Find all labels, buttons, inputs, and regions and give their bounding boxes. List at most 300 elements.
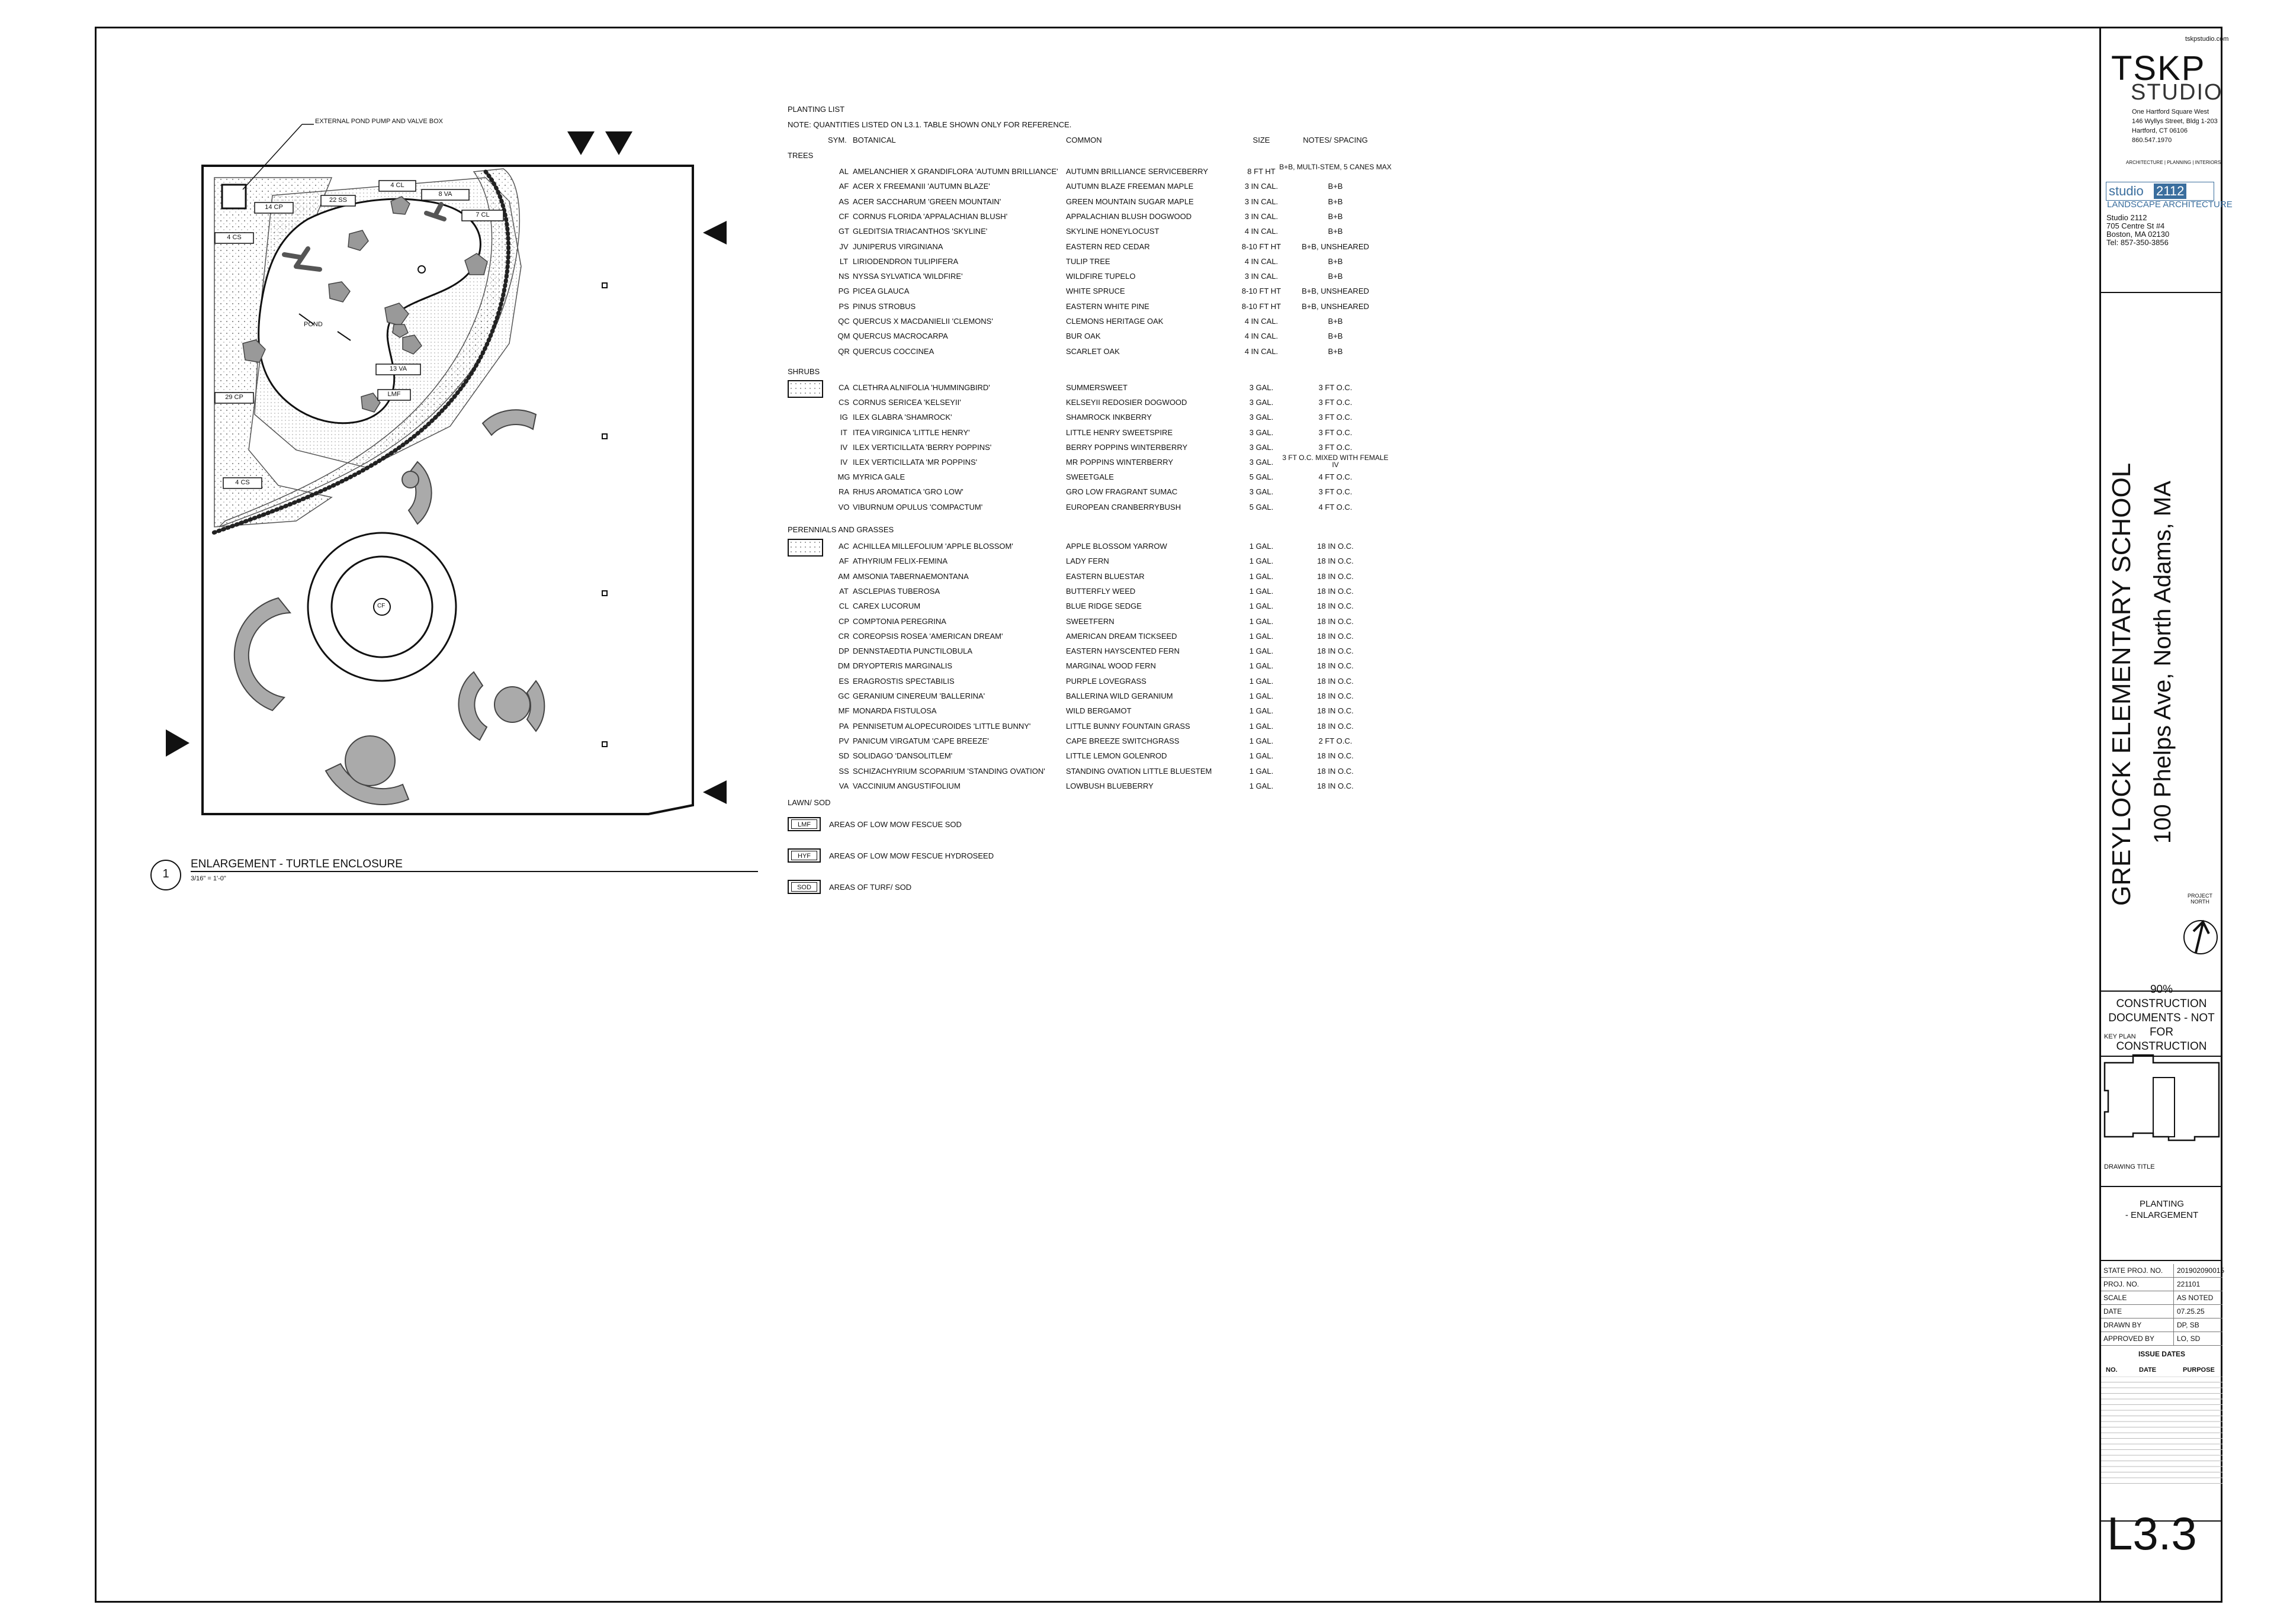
planting-row xyxy=(788,163,1392,179)
symbol: GT xyxy=(838,227,850,236)
planting-row xyxy=(788,257,1380,269)
common-name: SCARLET OAK xyxy=(1066,346,1120,356)
common-name: EUROPEAN CRANBERRYBUSH xyxy=(1066,502,1181,512)
info-row xyxy=(2101,1278,2222,1291)
planting-row xyxy=(788,751,1380,763)
size: 1 GAL. xyxy=(1249,706,1274,716)
firm-address-1: One Hartford Square West xyxy=(2132,108,2209,115)
planting-row xyxy=(788,647,1380,658)
symbol: AL xyxy=(839,167,849,176)
size: 4 IN CAL. xyxy=(1244,317,1279,326)
notes-spacing: 2 FT O.C. xyxy=(1318,736,1353,745)
info-key: STATE PROJ. NO. xyxy=(2103,1266,2163,1275)
notes-spacing: B+B, UNSHEARED xyxy=(1302,287,1369,296)
pump-callout: EXTERNAL POND PUMP AND VALVE BOX xyxy=(315,118,443,125)
common-name: LITTLE LEMON GOLENROD xyxy=(1066,751,1167,761)
botanical-name: PANICUM VIRGATUM 'CAPE BREEZE' xyxy=(853,736,989,745)
notes-spacing: 18 IN O.C. xyxy=(1317,616,1354,626)
symbol: DP xyxy=(838,647,850,656)
planting-row xyxy=(788,272,1380,284)
key-plan-label: KEY PLAN xyxy=(2104,1033,2136,1040)
notes-spacing: B+B xyxy=(1328,346,1343,356)
size: 5 GAL. xyxy=(1249,502,1274,512)
botanical-name: GLEDITSIA TRIACANTHOS 'SKYLINE' xyxy=(853,227,988,236)
notes-spacing: 4 FT O.C. xyxy=(1318,502,1353,512)
symbol: RA xyxy=(838,487,850,497)
notes-spacing: 18 IN O.C. xyxy=(1317,571,1354,581)
botanical-name: CAREX LUCORUM xyxy=(853,602,921,611)
la-logo-sub: LANDSCAPE ARCHITECTURE xyxy=(2107,200,2233,210)
common-name: BERRY POPPINS WINTERBERRY xyxy=(1066,442,1188,452)
size: 5 GAL. xyxy=(1249,472,1274,482)
botanical-name: AMELANCHIER X GRANDIFLORA 'AUTUMN BRILLIANCE' xyxy=(853,167,1058,176)
symbol: AT xyxy=(839,586,849,596)
size: 3 GAL. xyxy=(1249,383,1274,392)
botanical-name: SCHIZACHYRIUM SCOPARIUM 'STANDING OVATION' xyxy=(853,766,1045,776)
common-name: BUTTERFLY WEED xyxy=(1066,586,1136,596)
botanical-name: GERANIUM CINEREUM 'BALLERINA' xyxy=(853,692,985,700)
planting-row xyxy=(788,383,1380,395)
size: 3 IN CAL. xyxy=(1244,182,1279,191)
planting-row xyxy=(788,557,1380,568)
planting-row xyxy=(788,212,1380,224)
planting-row xyxy=(788,287,1380,298)
size: 1 GAL. xyxy=(1249,766,1274,776)
drawing-title-section xyxy=(2101,1187,2222,1261)
info-key: DRAWN BY xyxy=(2103,1321,2142,1329)
botanical-name: ACER X FREEMANII 'AUTUMN BLAZE' xyxy=(853,182,990,191)
common-name: WILDFIRE TUPELO xyxy=(1066,272,1136,281)
key-plan xyxy=(2103,1054,2222,1146)
symbol: MG xyxy=(837,472,850,482)
symbol: CA xyxy=(838,383,850,392)
common-name: MR POPPINS WINTERBERRY xyxy=(1066,458,1174,467)
size: 1 GAL. xyxy=(1249,736,1274,745)
size: 8-10 FT HT xyxy=(1241,301,1281,311)
symbol: IT xyxy=(840,427,847,437)
planting-row xyxy=(788,428,1380,440)
detail-scale: 3/16" = 1'-0" xyxy=(191,875,226,882)
size: 3 IN CAL. xyxy=(1244,272,1279,281)
info-key: SCALE xyxy=(2103,1294,2127,1302)
common-name: BUR OAK xyxy=(1066,332,1101,341)
notes-spacing: B+B xyxy=(1328,197,1343,206)
botanical-name: PICEA GLAUCA xyxy=(853,287,910,296)
planting-row xyxy=(788,706,1380,718)
symbol: LT xyxy=(839,256,849,266)
planting-row xyxy=(788,587,1380,599)
botanical-name: ILEX VERTICILLATA 'MR POPPINS' xyxy=(853,458,978,467)
notes-spacing: 18 IN O.C. xyxy=(1317,721,1354,731)
firm-logo-studio: STUDIO xyxy=(2131,80,2223,105)
info-value: LO, SD xyxy=(2177,1334,2201,1343)
planting-row xyxy=(788,722,1380,734)
symbol: VO xyxy=(838,502,850,512)
notes-spacing: 18 IN O.C. xyxy=(1317,631,1354,641)
perennials-heading: PERENNIALS AND GRASSES xyxy=(788,525,894,534)
planting-row xyxy=(788,542,1380,554)
botanical-name: QUERCUS X MACDANIELII 'CLEMONS' xyxy=(853,317,993,326)
turtle-enclosure-plan xyxy=(0,0,788,947)
symbol: CR xyxy=(838,631,850,641)
common-name: APPLE BLOSSOM YARROW xyxy=(1066,542,1167,551)
plant-tag: 13 VA xyxy=(389,365,407,372)
planting-row xyxy=(788,398,1380,410)
size: 3 GAL. xyxy=(1249,442,1274,452)
notes-spacing: 3 FT O.C. xyxy=(1318,442,1353,452)
planting-row xyxy=(788,661,1380,673)
size: 1 GAL. xyxy=(1249,631,1274,641)
north-arrow-icon xyxy=(2183,915,2218,956)
notes-spacing: 18 IN O.C. xyxy=(1317,766,1354,776)
botanical-name: CORNUS SERICEA 'KELSEYII' xyxy=(853,398,961,407)
planting-row xyxy=(788,677,1380,689)
la-phone: Tel: 857-350-3856 xyxy=(2106,238,2169,247)
common-name: PURPLE LOVEGRASS xyxy=(1066,676,1146,686)
north-label: PROJECT NORTH xyxy=(2187,893,2212,905)
botanical-name: ACER SACCHARUM 'GREEN MOUNTAIN' xyxy=(853,197,1001,206)
notes-spacing: 18 IN O.C. xyxy=(1317,661,1354,671)
symbol: PV xyxy=(839,736,849,745)
planting-row xyxy=(788,487,1380,499)
common-name: SWEETFERN xyxy=(1066,616,1114,626)
botanical-name: SOLIDAGO 'DANSOLITLEM' xyxy=(853,751,953,761)
notes-spacing: 3 FT O.C. xyxy=(1318,398,1353,407)
project-name: GREYLOCK ELEMENTARY SCHOOL xyxy=(2107,462,2136,906)
info-value: AS NOTED xyxy=(2177,1294,2214,1302)
size: 3 IN CAL. xyxy=(1244,197,1279,206)
notes-spacing: 18 IN O.C. xyxy=(1317,647,1354,656)
size: 1 GAL. xyxy=(1249,751,1274,761)
common-name: BALLERINA WILD GERANIUM xyxy=(1066,692,1173,700)
common-name: EASTERN WHITE PINE xyxy=(1066,301,1149,311)
size: 4 IN CAL. xyxy=(1244,346,1279,356)
botanical-name: COMPTONIA PEREGRINA xyxy=(853,616,946,626)
firm-address-3: Hartford, CT 06106 xyxy=(2132,127,2188,134)
symbol: CL xyxy=(839,602,849,611)
planting-row xyxy=(788,317,1380,329)
plant-tag: 14 CP xyxy=(265,204,283,211)
common-name: STANDING OVATION LITTLE BLUESTEM xyxy=(1066,766,1212,776)
notes-spacing: 18 IN O.C. xyxy=(1317,542,1354,551)
la-address-1: 705 Centre St #4 xyxy=(2106,221,2165,230)
symbol: QR xyxy=(838,346,850,356)
notes-spacing: B+B xyxy=(1328,272,1343,281)
common-name: CAPE BREEZE SWITCHGRASS xyxy=(1066,736,1180,745)
common-name: SUMMERSWEET xyxy=(1066,383,1128,392)
firm-logo-tskp: TSKP xyxy=(2111,49,2206,88)
botanical-name: ILEX VERTICILLATA 'BERRY POPPINS' xyxy=(853,442,992,452)
planting-row xyxy=(788,602,1380,613)
common-name: MARGINAL WOOD FERN xyxy=(1066,661,1156,671)
symbol: IG xyxy=(840,413,848,422)
common-name: WILD BERGAMOT xyxy=(1066,706,1132,716)
planting-row xyxy=(788,632,1380,644)
notes-spacing: B+B, UNSHEARED xyxy=(1302,242,1369,251)
info-row xyxy=(2101,1291,2222,1305)
planting-row xyxy=(788,332,1380,343)
issue-dates-heading: ISSUE DATES xyxy=(2138,1350,2186,1358)
botanical-name: AMSONIA TABERNAEMONTANA xyxy=(853,571,969,581)
size: 1 GAL. xyxy=(1249,542,1274,551)
size: 1 GAL. xyxy=(1249,692,1274,700)
symbol: AM xyxy=(838,571,850,581)
common-name: CLEMONS HERITAGE OAK xyxy=(1066,317,1164,326)
plant-tag: 22 SS xyxy=(329,197,347,204)
size: 1 GAL. xyxy=(1249,557,1274,566)
symbol: DM xyxy=(837,661,850,671)
planting-row xyxy=(788,503,1380,514)
construction-status: 90% CONSTRUCTION DOCUMENTS - NOT FOR CONSTRUCTION xyxy=(2108,983,2215,1053)
size: 4 IN CAL. xyxy=(1244,256,1279,266)
notes-spacing: B+B xyxy=(1328,332,1343,341)
notes-spacing: B+B xyxy=(1328,317,1343,326)
symbol: NS xyxy=(838,272,850,281)
botanical-name: VACCINIUM ANGUSTIFOLIUM xyxy=(853,781,961,790)
symbol: CP xyxy=(838,616,850,626)
symbol: AF xyxy=(839,182,849,191)
notes-spacing: B+B xyxy=(1328,182,1343,191)
firm-website: tskpstudio.com xyxy=(2185,36,2229,43)
notes-spacing: 3 FT O.C. xyxy=(1318,413,1353,422)
botanical-name: ERAGROSTIS SPECTABILIS xyxy=(853,676,955,686)
planting-row xyxy=(788,782,1380,793)
notes-spacing: 18 IN O.C. xyxy=(1317,586,1354,596)
common-name: EASTERN BLUESTAR xyxy=(1066,571,1145,581)
symbol: SD xyxy=(838,751,850,761)
issue-dates-grid xyxy=(2101,1377,2222,1489)
lawn-heading: LAWN/ SOD xyxy=(788,798,831,807)
drawing-title-line-1: PLANTING xyxy=(2139,1199,2184,1209)
symbol: CF xyxy=(839,211,849,221)
drawing-title-label: DRAWING TITLE xyxy=(2104,1163,2155,1170)
boulder-discs xyxy=(345,471,530,786)
notes-spacing: 18 IN O.C. xyxy=(1317,557,1354,566)
studio-2112-logo: studio 2112 xyxy=(2106,182,2214,201)
size: 3 GAL. xyxy=(1249,398,1274,407)
common-name: SWEETGALE xyxy=(1066,472,1114,482)
planting-row xyxy=(788,443,1380,455)
common-name: GRO LOW FRAGRANT SUMAC xyxy=(1066,487,1178,497)
symbol: MF xyxy=(838,706,850,716)
botanical-name: CLETHRA ALNIFOLIA 'HUMMINGBIRD' xyxy=(853,383,990,392)
planting-row xyxy=(788,454,1389,469)
pond-label: POND xyxy=(304,321,323,328)
lawn-desc: AREAS OF LOW MOW FESCUE SOD xyxy=(829,820,962,829)
lawn-swatch: HYF xyxy=(788,848,821,863)
symbol: QC xyxy=(838,317,850,326)
fence-posts xyxy=(602,283,607,747)
trees-heading: TREES xyxy=(788,151,814,160)
detail-title: ENLARGEMENT - TURTLE ENCLOSURE xyxy=(191,858,403,870)
size: 1 GAL. xyxy=(1249,676,1274,686)
botanical-name: COREOPSIS ROSEA 'AMERICAN DREAM' xyxy=(853,631,1003,641)
info-key: DATE xyxy=(2103,1307,2122,1316)
size: 3 GAL. xyxy=(1249,487,1274,497)
size: 8 FT HT xyxy=(1247,167,1276,176)
firm-tagline: ARCHITECTURE | PLANNING | INTERIORS xyxy=(2126,160,2221,165)
symbol: QM xyxy=(837,332,850,341)
size: 1 GAL. xyxy=(1249,616,1274,626)
sheet-number: L3.3 xyxy=(2107,1507,2197,1559)
drawing-title-line-2: - ENLARGEMENT xyxy=(2125,1210,2199,1220)
common-name: EASTERN RED CEDAR xyxy=(1066,242,1150,251)
planting-row xyxy=(788,767,1380,779)
notes-spacing: 4 FT O.C. xyxy=(1318,472,1353,482)
botanical-name: QUERCUS COCCINEA xyxy=(853,346,934,356)
symbol: CS xyxy=(838,398,850,407)
botanical-name: DENNSTAEDTIA PUNCTILOBULA xyxy=(853,647,973,656)
botanical-name: MONARDA FISTULOSA xyxy=(853,706,937,716)
botanical-name: ILEX GLABRA 'SHAMROCK' xyxy=(853,413,952,422)
common-name: KELSEYII REDOSIER DOGWOOD xyxy=(1066,398,1187,407)
lawn-desc: AREAS OF LOW MOW FESCUE HYDROSEED xyxy=(829,851,994,860)
common-name: LITTLE BUNNY FOUNTAIN GRASS xyxy=(1066,721,1190,731)
small-rock xyxy=(418,266,425,273)
plant-tag: 29 CP xyxy=(225,394,243,401)
size: 1 GAL. xyxy=(1249,721,1274,731)
info-row xyxy=(2101,1264,2225,1278)
shrubs-heading: SHRUBS xyxy=(788,367,820,376)
la-address-2: Boston, MA 02130 xyxy=(2106,230,2170,239)
info-value: 221101 xyxy=(2177,1280,2201,1288)
size: 1 GAL. xyxy=(1249,586,1274,596)
common-name: SHAMROCK INKBERRY xyxy=(1066,413,1152,422)
common-name: BLUE RIDGE SEDGE xyxy=(1066,602,1142,611)
symbol: IV xyxy=(840,458,848,467)
symbol: SS xyxy=(839,766,849,776)
notes-spacing: 18 IN O.C. xyxy=(1317,676,1354,686)
size: 4 IN CAL. xyxy=(1244,332,1279,341)
detail-number: 1 xyxy=(162,867,169,880)
botanical-name: ACHILLEA MILLEFOLIUM 'APPLE BLOSSOM' xyxy=(853,542,1013,551)
symbol: PA xyxy=(839,721,849,731)
pump-box xyxy=(222,185,246,208)
size: 1 GAL. xyxy=(1249,781,1274,790)
planting-list-header: SYM. BOTANICAL COMMON SIZE NOTES/ SPACING xyxy=(828,136,1368,144)
planting-list-title: PLANTING LIST xyxy=(788,105,845,114)
symbol: PG xyxy=(838,287,850,296)
info-value: DP, SB xyxy=(2177,1321,2199,1329)
planting-row xyxy=(788,347,1380,359)
common-name: LITTLE HENRY SWEETSPIRE xyxy=(1066,427,1173,437)
common-name: LOWBUSH BLUEBERRY xyxy=(1066,781,1154,790)
planting-row xyxy=(788,197,1380,209)
info-key: PROJ. NO. xyxy=(2103,1280,2140,1288)
project-address: 100 Phelps Ave, North Adams, MA xyxy=(2150,481,2176,844)
notes-spacing: 3 FT O.C. xyxy=(1318,427,1353,437)
planting-row xyxy=(788,182,1380,194)
botanical-name: PENNISETUM ALOPECUROIDES 'LITTLE BUNNY' xyxy=(853,721,1031,731)
symbol: AC xyxy=(838,542,850,551)
tree-cf-label: CF xyxy=(377,603,386,609)
botanical-name: CORNUS FLORIDA 'APPALACHIAN BLUSH' xyxy=(853,211,1008,221)
common-name: AUTUMN BLAZE FREEMAN MAPLE xyxy=(1066,182,1194,191)
common-name: LADY FERN xyxy=(1066,557,1109,566)
notes-spacing: B+B, MULTI-STEM, 5 CANES MAX xyxy=(1279,163,1392,171)
plant-tag: 7 CL xyxy=(476,211,490,218)
firm-phone: 860.547.1970 xyxy=(2132,137,2172,144)
notes-spacing: 18 IN O.C. xyxy=(1317,602,1354,611)
plant-tag: 4 CL xyxy=(390,182,404,189)
botanical-name: MYRICA GALE xyxy=(853,472,905,482)
common-name: EASTERN HAYSCENTED FERN xyxy=(1066,647,1180,656)
notes-spacing: 18 IN O.C. xyxy=(1317,781,1354,790)
info-value: 07.25.25 xyxy=(2177,1307,2205,1316)
botanical-name: PINUS STROBUS xyxy=(853,301,916,311)
size: 1 GAL. xyxy=(1249,602,1274,611)
planting-row xyxy=(788,572,1380,584)
size: 1 GAL. xyxy=(1249,571,1274,581)
common-name: TULIP TREE xyxy=(1066,256,1110,266)
notes-spacing: 18 IN O.C. xyxy=(1317,692,1354,700)
symbol: PS xyxy=(839,301,849,311)
size: 8-10 FT HT xyxy=(1241,242,1281,251)
size: 8-10 FT HT xyxy=(1241,287,1281,296)
notes-spacing: B+B xyxy=(1328,211,1343,221)
planting-row xyxy=(788,617,1380,629)
notes-spacing: B+B xyxy=(1328,256,1343,266)
plant-tag: 8 VA xyxy=(438,191,452,198)
info-row xyxy=(2101,1332,2222,1346)
issue-col-date: DATE xyxy=(2139,1366,2157,1374)
planting-row xyxy=(788,413,1380,425)
planting-list-note: NOTE: QUANTITIES LISTED ON L3.1. TABLE SHOWN ONLY FOR REFERENCE. xyxy=(788,120,1072,129)
plant-tag: LMF xyxy=(387,391,401,398)
notes-spacing: 3 FT O.C. MIXED WITH FEMALE IV xyxy=(1282,454,1389,469)
planting-row xyxy=(788,227,1380,239)
notes-spacing: B+B, UNSHEARED xyxy=(1302,301,1369,311)
lawn-swatch: SOD xyxy=(788,880,821,894)
issue-col-purpose: PURPOSE xyxy=(2183,1366,2215,1374)
info-row xyxy=(2101,1305,2222,1319)
common-name: AMERICAN DREAM TICKSEED xyxy=(1066,631,1177,641)
botanical-name: VIBURNUM OPULUS 'COMPACTUM' xyxy=(853,502,983,512)
lawn-desc: AREAS OF TURF/ SOD xyxy=(829,883,912,892)
botanical-name: DRYOPTERIS MARGINALIS xyxy=(853,661,953,671)
info-key: APPROVED BY xyxy=(2103,1334,2155,1343)
botanical-name: RHUS AROMATICA 'GRO LOW' xyxy=(853,487,963,497)
la-name: Studio 2112 xyxy=(2106,213,2147,222)
symbol: JV xyxy=(839,242,849,251)
botanical-name: ITEA VIRGINICA 'LITTLE HENRY' xyxy=(853,427,970,437)
info-value: 201902090015 xyxy=(2177,1266,2225,1275)
planting-row xyxy=(788,472,1380,484)
botanical-name: ASCLEPIAS TUBEROSA xyxy=(853,586,940,596)
size: 4 IN CAL. xyxy=(1244,227,1279,236)
botanical-name: ATHYRIUM FELIX-FEMINA xyxy=(853,557,948,566)
symbol: AF xyxy=(839,557,849,566)
botanical-name: QUERCUS MACROCARPA xyxy=(853,332,948,341)
size: 1 GAL. xyxy=(1249,661,1274,671)
firm-address-2: 146 Wyllys Street, Bldg 1-203 xyxy=(2132,118,2218,125)
size: 3 IN CAL. xyxy=(1244,211,1279,221)
planting-row xyxy=(788,302,1380,314)
notes-spacing: 3 FT O.C. xyxy=(1318,383,1353,392)
notes-spacing: 3 FT O.C. xyxy=(1318,487,1353,497)
common-name: APPALACHIAN BLUSH DOGWOOD xyxy=(1066,211,1192,221)
common-name: GREEN MOUNTAIN SUGAR MAPLE xyxy=(1066,197,1194,206)
notes-spacing: 18 IN O.C. xyxy=(1317,706,1354,716)
planting-row xyxy=(788,692,1380,703)
botanical-name: LIRIODENDRON TULIPIFERA xyxy=(853,256,959,266)
planting-row xyxy=(788,737,1380,748)
symbol: AS xyxy=(839,197,849,206)
botanical-name: JUNIPERUS VIRGINIANA xyxy=(853,242,943,251)
symbol: ES xyxy=(839,676,849,686)
symbol: IV xyxy=(840,442,848,452)
issue-col-no: NO. xyxy=(2106,1366,2118,1374)
